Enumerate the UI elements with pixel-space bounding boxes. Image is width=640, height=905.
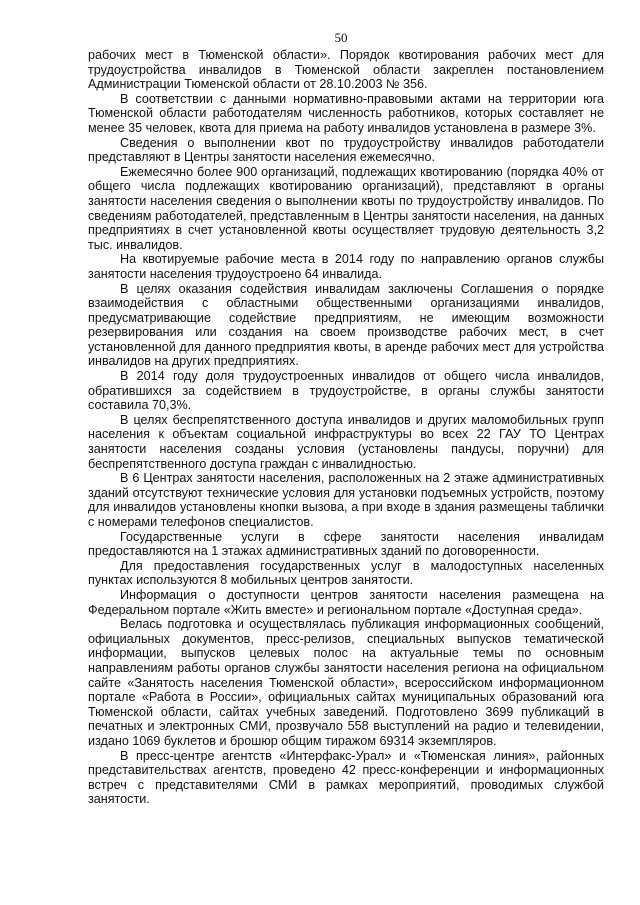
- page-number: 50: [334, 30, 348, 45]
- paragraph: Ежемесячно более 900 организаций, подлежащих квотированию (порядка 40% от общего числа подлежащих квотированию организаций), представляют в органы занятости населения сведения о выполнении квоты по трудоустройству инвалидов. По сведениям работодателей, представленным в Центры занятости населения, на данных предприятиях в счет установленной квоты осуществляет трудовую деятельность 3,2 тыс. инвалидов.: [88, 164, 604, 252]
- paragraph: В 6 Центрах занятости населения, расположенных на 2 этаже административных зданий отсутствуют технические условия для установки подъемных устройств, поэтому для инвалидов установлены кнопки вызова, а при входе в здания размещены таблички с номерами телефонов специалистов.: [88, 471, 604, 529]
- paragraph: Сведения о выполнении квот по трудоустройству инвалидов работодатели представляют в Центры занятости населения ежемесячно.: [88, 135, 604, 165]
- paragraph-continued: рабочих мест в Тюменской области». Порядок квотирования рабочих мест для трудоустройства инвалидов в Тюменской области закреплен постановлением Администрации Тюменской области от 28.10.2003 № 356.: [88, 48, 604, 92]
- paragraph: В пресс-центре агентств «Интерфакс-Урал» и «Тюменская линия», районных представительствах агентств, проведено 42 пресс-конференции и информационных встреч с представителями СМИ в рамках мероприятий, проводимых службой занятости.: [88, 748, 604, 807]
- paragraph: В соответствии с данными нормативно-правовыми актами на территории юга Тюменской области работодателям численность работников, которых составляет не менее 35 человек, квота для приема на работу инвалидов установлена в размере 3%.: [88, 91, 604, 135]
- paragraph: В целях беспрепятственного доступа инвалидов и других маломобильных групп населения к объектам социальной инфраструктуры во всех 22 ГАУ ТО Центрах занятости населения созданы условия (установлены пандусы, поручни) для беспрепятственного доступа граждан с инвалидностью.: [88, 412, 604, 471]
- paragraph: Информация о доступности центров занятости населения размещена на Федеральном портале «Жить вместе» и региональном портале «Доступная среда».: [88, 587, 604, 617]
- paragraph: На квотируемые рабочие места в 2014 году по направлению органов службы занятости населения трудоустроено 64 инвалида.: [88, 252, 604, 281]
- paragraph: Государственные услуги в сфере занятости населения инвалидам предоставляются на 1 этажах административных зданий по договоренности.: [88, 529, 604, 559]
- paragraph: В целях оказания содействия инвалидам заключены Соглашения о порядке взаимодействия с областными общественными организациями инвалидов, предусматривающие содействие предприятиям, не имеющим возможности резервирования или создания на своем производстве рабочих мест, в счет установленной для данного предприятия квоты, в аренде рабочих мест для устройства инвалидов на других предприятиях.: [88, 281, 604, 369]
- paragraph: Для предоставления государственных услуг в малодоступных населенных пунктах используются 8 мобильных центров занятости.: [88, 558, 604, 588]
- paragraph: В 2014 году доля трудоустроенных инвалидов от общего числа инвалидов, обратившихся за содействием в трудоустройстве, в органы службы занятости составила 70,3%.: [88, 369, 604, 413]
- paragraph: Велась подготовка и осуществлялась публикация информационных сообщений, официальных документов, пресс-релизов, специальных выпусков тематической информации, выпусков целевых полос на актуальные темы по основным направлениям работы органов службы занятости населения региона на официальном сайте «Занятость населения Тюменской области», всероссийском информационном портале «Работа в России», официальных сайтах муниципальных образований юга Тюменской области, сайтах учебных заведений. Подготовлено 3699 публикаций в печатных и электронных СМИ, прозвучало 558 выступлений на радио и телевидении, издано 1069 буклетов и брошюр общим тиражом 69314 экземпляров.: [88, 617, 604, 748]
